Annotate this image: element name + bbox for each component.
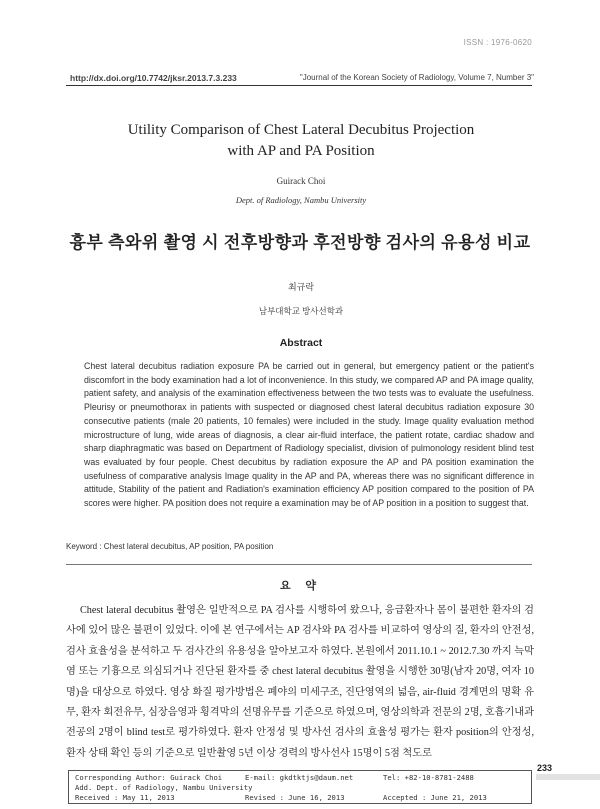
keyword-list: Chest lateral decubitus, AP position, PA position <box>103 542 274 551</box>
english-title <box>66 120 536 162</box>
english-affiliation: Dept. of Radiology, Nambu University <box>235 195 367 205</box>
footer-box <box>68 770 532 804</box>
received-date: Received : May 11, 2013 <box>75 793 175 802</box>
journal-name: "Journal of the Korean Society of Radiology, Volume 7, Number 3" <box>299 73 534 82</box>
korean-author: 최규락 <box>287 282 315 292</box>
page-number: 233 <box>537 763 553 773</box>
korean-title: 흉부 측와위 촬영 시 전후방향과 후전방향 검사의 유용성 비교 <box>69 233 531 252</box>
telephone: Tel: +82-10-8781-2488 <box>383 773 474 782</box>
abstract-heading: Abstract <box>279 337 323 349</box>
email-address[interactable]: E-mail: gkdtktjs@daum.net <box>245 773 354 782</box>
korean-abstract-body: Chest lateral decubitus 촬영은 일반적으로 PA 검사를 시행하여 왔으나, 응급환자나 몸이 불편한 환자의 검사에 있어 많은 불편이 있었다. 이에 본 연구에서는 AP 검사와 PA 검사를 비교하여 영상의 질, 환자의 안전성, 검사 효율성을 분석하고 두 검사간의 유용성을 알아보고자 하였다. 본원에서 2011.10.1 ~ 2012.7.30 까지 늑막염 또는 기흉으로 의심되거나 진단된 환자를 중 chest lateral decubitus 촬영을 시행한 30명(남자 20명, 여자 10명)을 대상으로 하였다. 영상 화질 평가방법은 폐야의 미세구조, 진단영역의 넓음, air-fluid 경계면의 명확 유무, 환자 회전유무, 심장음영과 횡격막의 선명유무를 기준으로 하였으며, 영상의학과 전문의 2명, 호흡기내과 전공의 2명이 blind test로 평가하였다. 환자 안정성 및 방사선 검사의 효율성 평가는 환자 position의 안정성, 환자 상태 확인 등의 기준으로 일반촬영 5년 이상 경력의 방사선사 15명이 5점 척도로 <box>66 605 534 759</box>
english-author: Guirack Choi <box>276 176 326 186</box>
accepted-date: Accepted : June 21, 2013 <box>383 793 487 802</box>
issn-label: ISSN : 1976-0620 <box>463 38 532 47</box>
doi-link[interactable]: http://dx.doi.org/10.7742/jksr.2013.7.3.233 <box>70 73 237 83</box>
corresponding-author: Corresponding Author: Guirack Choi <box>75 773 223 782</box>
keyword-label: Keyword : <box>66 542 104 551</box>
header-rule <box>66 85 532 86</box>
keyword-rule <box>66 564 532 565</box>
korean-affiliation: 남부대학교 방사선학과 <box>258 306 344 316</box>
korean-abstract-heading: 요 약 <box>279 580 322 592</box>
address: Add. Dept. of Radiology, Nambu University <box>75 783 253 792</box>
english-title-line-2: with AP and PA Position <box>227 143 375 159</box>
abstract-body: Chest lateral decubitus radiation exposure PA be carried out in general, but emergency patient or the patient's discomfort in the body examination had a lot of inconvenience. In this study, we compared AP and PA image quality, patient safety, and analysis of the examination effectiveness between the two tests was to evaluate the usefulness. Pleurisy or pneumothorax in patients with suspected or diagnosed chest lateral decubitus radiation exposure 30 consecutive patients (male 20 patients, 10 females) were included in the study. Image quality evaluation method microstructure of lung, wide areas of diagnosis, a clear air-fluid interface, the patient rotate, cardiac shadow and sharp diaphragmatic was based on Department of Radiology specialist, division of pulmonology resident blind test was evaluated by four people. Chest decubitus by radiation exposure the AP and PA position examination the usefulness of comparative analysis Image quality in the AP and PA, whereas there was no significant difference in attitude, Stability of the patient and Radiation's examination efficiency AP position compared to the position of PA scores were higher. PA position does not require a examination may be of AP position in a position to suggest that. <box>84 361 534 509</box>
revised-date: Revised : June 16, 2013 <box>245 793 345 802</box>
english-title-line-1: Utility Comparison of Chest Lateral Decubitus Projection <box>127 122 475 138</box>
page-number-bar <box>536 774 600 780</box>
keyword-line <box>66 542 273 551</box>
